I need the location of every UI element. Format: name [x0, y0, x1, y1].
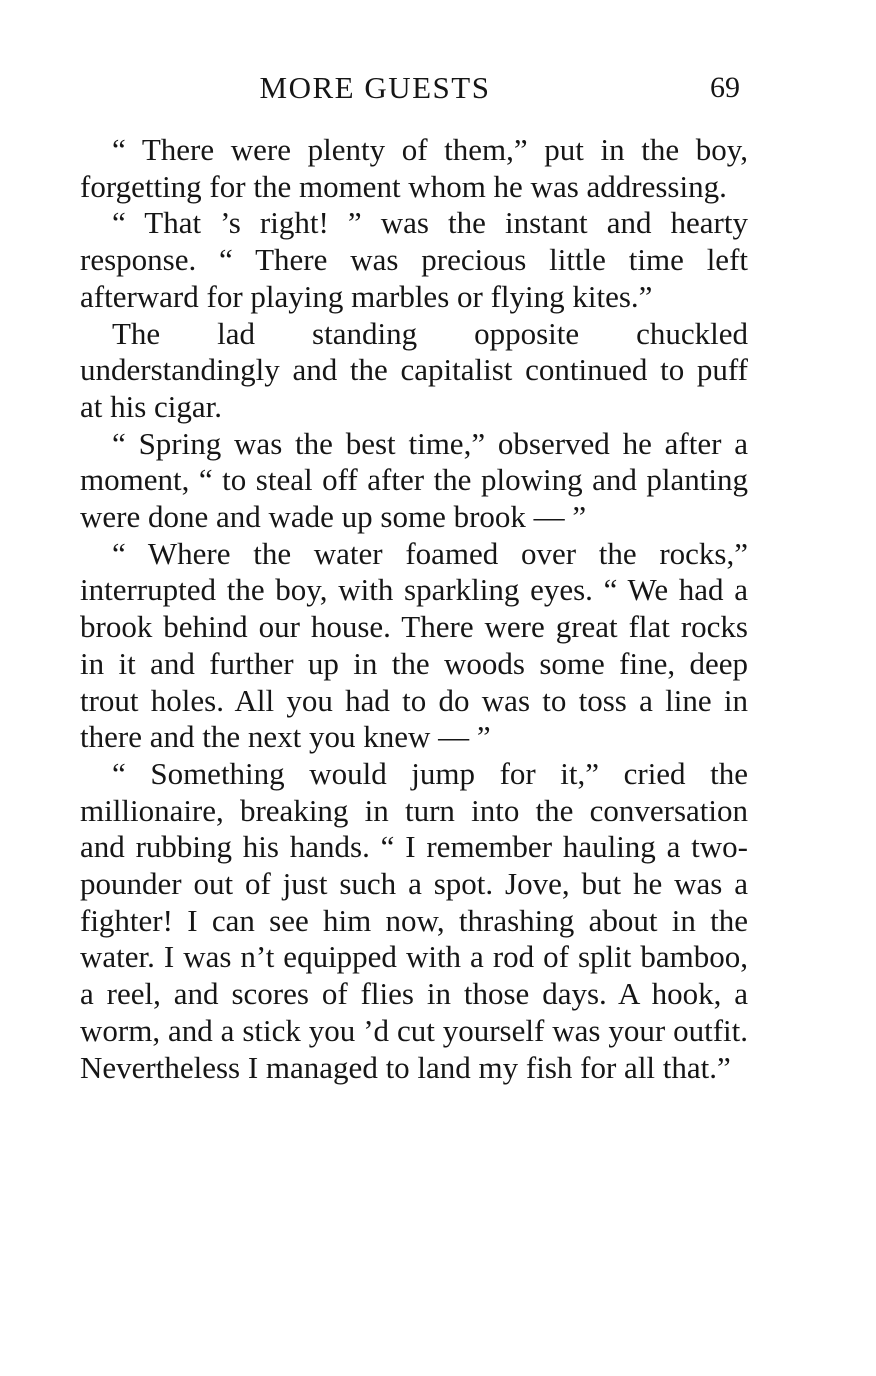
page-number: 69 — [710, 71, 740, 104]
paragraph: “ That ’s right! ” was the instant and hearty response. “ There was precious little time left afterward for playing marbles or flying kites.” — [80, 205, 748, 314]
running-title: MORE GUESTS — [259, 70, 491, 105]
paragraph: “ Something would jump for it,” cried the millionaire, breaking in turn into the conversation and rubbing his hands. “ I remember hauling a two-pounder out of just such a spot. Jove, but he was a fighter! I can see him now, thrashing about in the water. I was n’t equipped with a rod of split bamboo, a reel, and scores of flies in those days. A hook, a worm, and a stick you ’d cut yourself was your outfit. Nevertheless I managed to land my fish for all that.” — [80, 755, 748, 1085]
running-head — [80, 66, 748, 110]
paragraph: The lad standing opposite chuckled understandingly and the capitalist continued to puff at his cigar. — [80, 315, 748, 424]
paragraph: “ There were plenty of them,” put in the boy, forgetting for the moment whom he was addressing. — [80, 132, 748, 204]
paragraph: “ Where the water foamed over the rocks,” interrupted the boy, with sparkling eyes. “ We had a brook behind our house. There were great flat rocks in it and further up in the woods some fine, deep trout holes. All you had to do was to toss a line in there and the next you knew — ” — [80, 535, 748, 755]
body-text — [80, 132, 748, 1086]
paragraph: “ Spring was the best time,” observed he after a moment, “ to steal off after the plowing and planting were done and wade up some brook — ” — [80, 425, 748, 535]
